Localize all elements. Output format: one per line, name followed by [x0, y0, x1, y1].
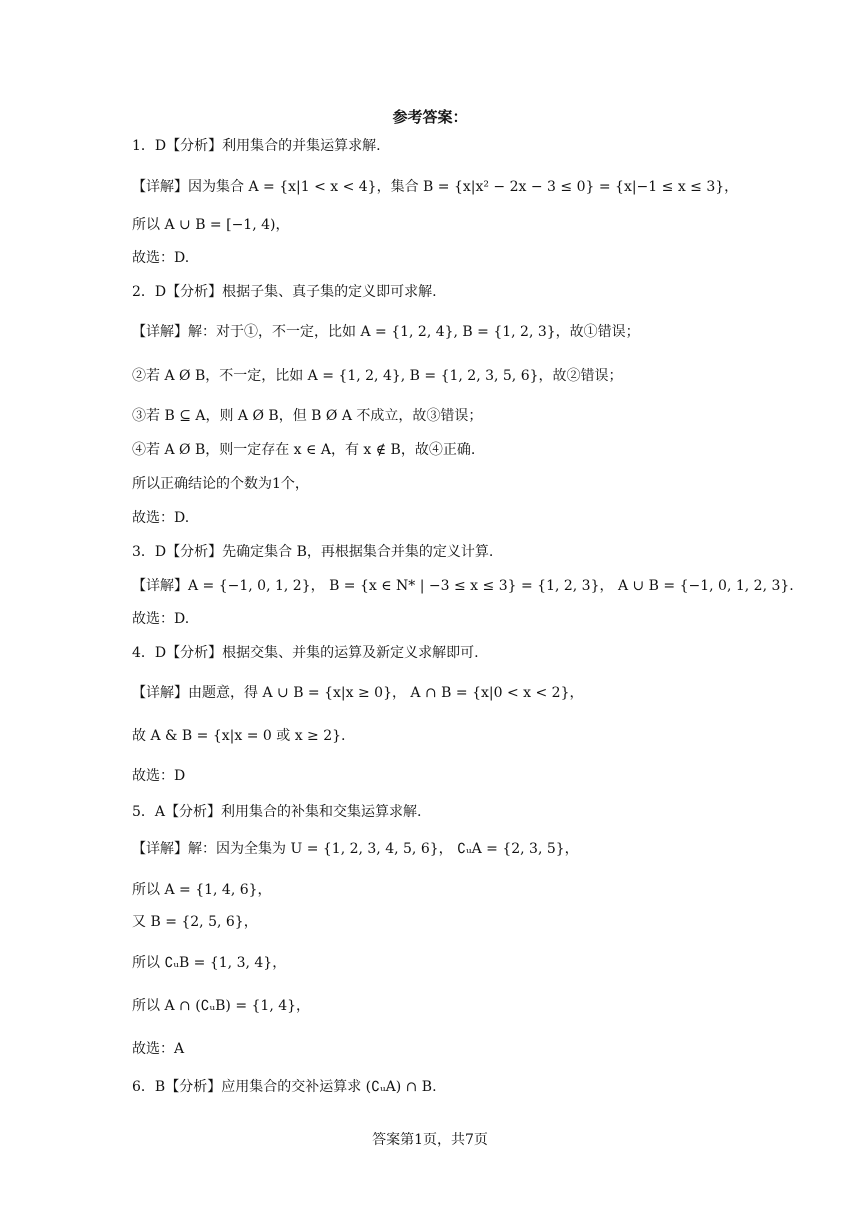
- answer-line: 故选：D.: [132, 510, 190, 526]
- answer-line: 故选：A: [132, 1041, 185, 1057]
- answer-line: 故选：D.: [132, 611, 190, 627]
- answer-line: 【详解】因为集合 A = {x|1 < x < 4}，集合 B = {x|x² − 2x − 3 ≤ 0} = {x|−1 ≤ x ≤ 3}，: [132, 179, 739, 195]
- page-title: 参考答案：: [392, 108, 468, 126]
- answer-line: 1．D【分析】利用集合的并集运算求解.: [132, 138, 381, 154]
- answer-line: 故选：D.: [132, 250, 190, 266]
- answer-line: 所以 A ∩ (∁ᵤB) = {1, 4}，: [132, 998, 311, 1014]
- answer-line: 所以 ∁ᵤB = {1, 3, 4}，: [132, 955, 287, 971]
- page-footer: 答案第1页，共7页: [372, 1132, 488, 1148]
- answer-line: 【详解】解：对于①，不一定，比如 A = {1, 2, 4}, B = {1, 2, 3}，故①错误；: [132, 324, 640, 340]
- answer-line: 6．B【分析】应用集合的交补运算求 (∁ᵤA) ∩ B.: [132, 1079, 437, 1095]
- answer-line: 4．D【分析】根据交集、并集的运算及新定义求解即可.: [132, 645, 479, 661]
- answer-line: ④若 A Ø B，则一定存在 x ∈ A，有 x ∉ B，故④正确.: [132, 442, 476, 458]
- answer-line: 所以 A ∪ B = [−1, 4)，: [132, 217, 290, 233]
- answer-line: 【详解】由题意，得 A ∪ B = {x|x ≥ 0}， A ∩ B = {x|0 < x < 2}，: [132, 685, 584, 701]
- answer-line: 所以 A = {1, 4, 6}，: [132, 882, 272, 898]
- answer-line: 故 A & B = {x|x = 0 或 x ≥ 2}.: [132, 728, 346, 744]
- answer-line: 所以正确结论的个数为1个，: [132, 476, 309, 492]
- answer-line: ②若 A Ø B，不一定，比如 A = {1, 2, 4}, B = {1, 2, 3, 5, 6}，故②错误；: [132, 368, 623, 384]
- answer-line: 5．A【分析】利用集合的补集和交集运算求解.: [132, 804, 422, 820]
- answer-line: 3．D【分析】先确定集合 B，再根据集合并集的定义计算.: [132, 544, 494, 560]
- answer-line: 【详解】A = {−1, 0, 1, 2}， B = {x ∈ N* | −3 ≤ x ≤ 3} = {1, 2, 3}， A ∪ B = {−1, 0, 1, 2, 3}.: [132, 578, 794, 594]
- answer-line: 2．D【分析】根据子集、真子集的定义即可求解.: [132, 284, 437, 300]
- answer-line: 又 B = {2, 5, 6}，: [132, 914, 258, 930]
- answer-line: 故选：D: [132, 768, 186, 784]
- answer-line: ③若 B ⊆ A，则 A Ø B，但 B Ø A 不成立，故③错误；: [132, 408, 483, 424]
- answer-line: 【详解】解：因为全集为 U = {1, 2, 3, 4, 5, 6}， ∁ᵤA = {2, 3, 5}，: [132, 841, 579, 857]
